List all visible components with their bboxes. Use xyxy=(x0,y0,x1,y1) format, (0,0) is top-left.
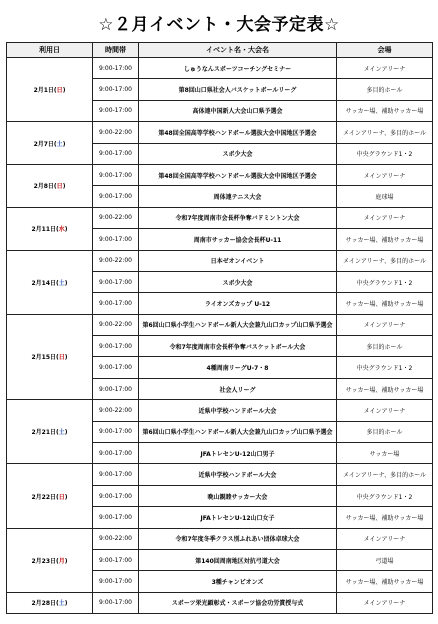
venue-cell: サッカー場、補助サッカー場 xyxy=(337,571,433,592)
time-cell: 9:00-17:00 xyxy=(93,421,139,442)
time-cell: 9:00-17:00 xyxy=(93,507,139,528)
header-venue: 会場 xyxy=(337,43,433,58)
venue-cell: メインアリーナ xyxy=(337,400,433,421)
time-cell: 9:00-22:00 xyxy=(93,314,139,335)
date-text: 2月1日 xyxy=(33,87,54,95)
time-cell: 9:00-17:00 xyxy=(93,271,139,292)
venue-cell: メインアリーナ、多目的ホール xyxy=(337,464,433,485)
event-cell: 令和7年度周南市会長杯争奪バスケットボール大会 xyxy=(139,336,337,357)
venue-cell: メインアリーナ xyxy=(337,58,433,79)
venue-cell: 多目的ホール xyxy=(337,421,433,442)
time-cell: 9:00-17:00 xyxy=(93,100,139,121)
venue-cell: メインアリーナ xyxy=(337,528,433,549)
time-cell: 9:00-17:00 xyxy=(93,378,139,399)
venue-cell: メインアリーナ xyxy=(337,164,433,185)
time-cell: 9:00-17:00 xyxy=(93,336,139,357)
date-cell: 2月15日(日) xyxy=(7,314,93,400)
venue-cell: 庭球場 xyxy=(337,186,433,207)
time-cell: 9:00-17:00 xyxy=(93,571,139,592)
time-cell: 9:00-17:00 xyxy=(93,79,139,100)
venue-cell: 弓道場 xyxy=(337,549,433,570)
event-cell: スポ少大会 xyxy=(139,143,337,164)
time-cell: 9:00-22:00 xyxy=(93,528,139,549)
date-cell: 2月14日(土) xyxy=(7,250,93,314)
weekday-text: 土 xyxy=(58,600,65,608)
header-time: 時間帯 xyxy=(93,43,139,58)
date-cell: 2月22日(日) xyxy=(7,464,93,528)
event-cell: 第140回周南地区対抗弓道大会 xyxy=(139,549,337,570)
venue-cell: 中央グラウンド1・2 xyxy=(337,143,433,164)
event-cell: 晩山親睦サッカー大会 xyxy=(139,485,337,506)
venue-cell: サッカー場、補助サッカー場 xyxy=(337,100,433,121)
date-text: 2月11日 xyxy=(31,226,56,234)
event-cell: 日本ゼオンイベント xyxy=(139,250,337,271)
header-date: 利用日 xyxy=(7,43,93,58)
event-cell: しゅうなんスポーツコーチングセミナー xyxy=(139,58,337,79)
venue-cell: メインアリーナ xyxy=(337,592,433,613)
date-cell: 2月7日(土) xyxy=(7,122,93,165)
date-text: 2月22日 xyxy=(31,493,56,501)
schedule-table xyxy=(6,42,433,614)
table-row xyxy=(7,592,433,613)
date-text: 2月28日 xyxy=(31,600,56,608)
time-cell: 9:00-17:00 xyxy=(93,293,139,314)
table-row xyxy=(7,528,433,549)
venue-cell: サッカー場 xyxy=(337,443,433,464)
event-cell: 近県中学校ハンドボール大会 xyxy=(139,464,337,485)
date-cell: 2月28日(土) xyxy=(7,592,93,613)
date-cell: 2月23日(月) xyxy=(7,528,93,592)
date-text: 2月8日 xyxy=(33,183,54,191)
event-cell: JFAトレセンU-12山口女子 xyxy=(139,507,337,528)
table-row xyxy=(7,164,433,185)
date-cell: 2月21日(土) xyxy=(7,400,93,464)
time-cell: 9:00-17:00 xyxy=(93,357,139,378)
time-cell: 9:00-22:00 xyxy=(93,207,139,228)
event-cell: 第48回全国高等学校ハンドボール選抜大会中国地区予選会 xyxy=(139,164,337,185)
header-row xyxy=(7,43,433,58)
venue-cell: 多目的ホール xyxy=(337,336,433,357)
venue-cell: サッカー場、補助サッカー場 xyxy=(337,293,433,314)
time-cell: 9:00-17:00 xyxy=(93,164,139,185)
table-row xyxy=(7,250,433,271)
weekday-text: 日 xyxy=(58,354,65,362)
weekday-text: 土 xyxy=(56,140,63,148)
event-cell: 3種チャンピオンズ xyxy=(139,571,337,592)
time-cell: 9:00-17:00 xyxy=(93,592,139,613)
weekday-text: 日 xyxy=(58,493,65,501)
table-row xyxy=(7,464,433,485)
schedule-body xyxy=(7,58,433,614)
date-text: 2月15日 xyxy=(31,354,56,362)
time-cell: 9:00-17:00 xyxy=(93,485,139,506)
table-row xyxy=(7,58,433,79)
date-cell: 2月1日(日) xyxy=(7,58,93,122)
date-text: 2月14日 xyxy=(31,279,56,287)
date-cell: 2月8日(日) xyxy=(7,164,93,207)
event-cell: 令和7年度周南市会長杯争奪バドミントン大会 xyxy=(139,207,337,228)
table-row xyxy=(7,122,433,143)
venue-cell: 中央グラウンド1・2 xyxy=(337,357,433,378)
time-cell: 9:00-22:00 xyxy=(93,250,139,271)
venue-cell: 中央グラウンド1・2 xyxy=(337,271,433,292)
event-cell: 周体連テニス大会 xyxy=(139,186,337,207)
venue-cell: サッカー場、補助サッカー場 xyxy=(337,507,433,528)
event-cell: 周南市サッカー協会会長杯U-11 xyxy=(139,229,337,250)
date-cell: 2月11日(水) xyxy=(7,207,93,250)
weekday-text: 土 xyxy=(58,429,65,437)
header-event: イベント名・大会名 xyxy=(139,43,337,58)
time-cell: 9:00-17:00 xyxy=(93,186,139,207)
event-cell: 高体連中国新人大会山口県予選会 xyxy=(139,100,337,121)
time-cell: 9:00-17:00 xyxy=(93,143,139,164)
venue-cell: サッカー場、補助サッカー場 xyxy=(337,229,433,250)
event-cell: 第48回全国高等学校ハンドボール選抜大会中国地区予選会 xyxy=(139,122,337,143)
event-cell: 社会人リーグ xyxy=(139,378,337,399)
date-text: 2月7日 xyxy=(33,140,54,148)
date-text: 2月23日 xyxy=(31,557,56,565)
time-cell: 9:00-17:00 xyxy=(93,464,139,485)
page-title: ☆２月イベント・大会予定表☆ xyxy=(98,15,340,35)
venue-cell: メインアリーナ、多目的ホール xyxy=(337,122,433,143)
event-cell: スポ少大会 xyxy=(139,271,337,292)
time-cell: 9:00-22:00 xyxy=(93,122,139,143)
date-text: 2月21日 xyxy=(31,429,56,437)
venue-cell: メインアリーナ、多目的ホール xyxy=(337,250,433,271)
event-cell: ライオンズカップ U-12 xyxy=(139,293,337,314)
event-cell: 令和7年度冬季クラス別ふれあい団体卓球大会 xyxy=(139,528,337,549)
time-cell: 9:00-17:00 xyxy=(93,549,139,570)
venue-cell: メインアリーナ xyxy=(337,207,433,228)
venue-cell: 多目的ホール xyxy=(337,79,433,100)
event-cell: 第6回山口県小学生ハンドボール新人大会兼九山口カップ山口県予選会 xyxy=(139,314,337,335)
weekday-text: 月 xyxy=(58,557,65,565)
table-row xyxy=(7,314,433,335)
time-cell: 9:00-22:00 xyxy=(93,400,139,421)
event-cell: 4種周南リーグU-7・8 xyxy=(139,357,337,378)
time-cell: 9:00-17:00 xyxy=(93,229,139,250)
venue-cell: メインアリーナ xyxy=(337,314,433,335)
weekday-text: 日 xyxy=(56,183,63,191)
event-cell: 第6回山口県小学生ハンドボール新人大会兼九山口カップ山口県予選会 xyxy=(139,421,337,442)
event-cell: JFAトレセンU-12山口男子 xyxy=(139,443,337,464)
time-cell: 9:00-17:00 xyxy=(93,443,139,464)
event-cell: 近県中学校ハンドボール大会 xyxy=(139,400,337,421)
venue-cell: サッカー場、補助サッカー場 xyxy=(337,378,433,399)
weekday-text: 土 xyxy=(58,279,65,287)
time-cell: 9:00-17:00 xyxy=(93,58,139,79)
weekday-text: 水 xyxy=(58,226,65,234)
table-row xyxy=(7,400,433,421)
event-cell: スポーツ栄光顕彰式・スポーツ協会功労賞授与式 xyxy=(139,592,337,613)
venue-cell: 中央グラウンド1・2 xyxy=(337,485,433,506)
weekday-text: 日 xyxy=(56,87,63,95)
event-cell: 第8回山口県社会人バスケットボールリーグ xyxy=(139,79,337,100)
table-row xyxy=(7,207,433,228)
